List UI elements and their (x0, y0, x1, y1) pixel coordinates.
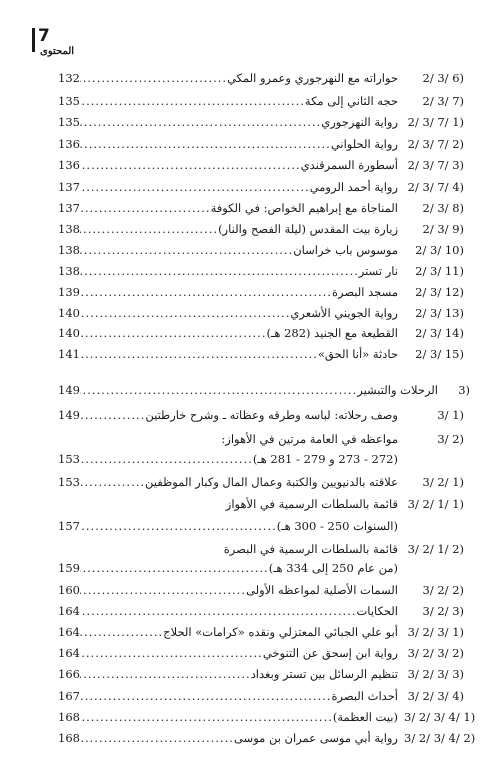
leader-dots (80, 177, 310, 197)
leader-dots (80, 728, 234, 748)
toc-entry-title: نار تستر (358, 264, 398, 278)
toc-page-number: 136 (58, 158, 80, 172)
toc-section-number: 2/ 3/ 13) (415, 306, 464, 320)
toc-entry-line (58, 240, 398, 260)
toc-section-number: 3/ 2/ 3/ 2) (407, 646, 464, 660)
toc-entry-title: وصف رحلاته: لباسه وطرقه وعظاته ـ وشرح خارطتين (145, 408, 398, 422)
toc-entry-title: حجه الثاني إلى مكة (304, 94, 398, 108)
toc-section-number: 2/ 3/ 9) (422, 222, 464, 236)
toc-section-number: 2/ 3/ 7/ 4) (407, 180, 464, 194)
leader-dots (80, 405, 145, 425)
toc-section-number: 3) (458, 383, 470, 397)
leader-dots (80, 68, 227, 88)
toc-page-number: 136 (58, 137, 80, 151)
toc-entry-title: رواية أبي موسى عمران بن موسى (233, 731, 398, 745)
toc-page-number: 149 (58, 383, 80, 397)
leader-dots (80, 155, 301, 175)
toc-entry-title: رواية الجويني الأشعري (290, 306, 398, 320)
toc-section-number: 2/ 3/ 7) (422, 94, 464, 108)
leader-dots (80, 91, 305, 111)
toc-entry-line (58, 539, 398, 559)
toc-entry-line (58, 198, 398, 218)
toc-page-number: 135 (58, 115, 80, 129)
toc-section-number: 3/ 2/ 2) (422, 583, 464, 597)
toc-page-number: 141 (58, 347, 80, 361)
toc-section-number: 2/ 3/ 7/ 3) (407, 158, 464, 172)
toc-entry-title: تنظيم الرسائل بين تستر وبغداد (250, 667, 398, 681)
leader-dots (80, 601, 357, 621)
toc-section-number: 3/ 2/ 1) (422, 475, 464, 489)
leader-dots (80, 580, 246, 600)
toc-row[interactable] (58, 323, 464, 343)
toc-entry-line (58, 601, 398, 621)
toc-entry-line (58, 68, 398, 88)
leader-dots (80, 261, 359, 281)
toc-section-number: 3/ 2) (437, 432, 464, 446)
toc-row[interactable] (58, 494, 464, 514)
toc-row[interactable] (58, 68, 464, 88)
toc-entry-title: (272 - 273 و 279 - 281 هـ) (252, 452, 398, 466)
toc-row[interactable] (58, 429, 464, 449)
toc-entry-line (58, 344, 398, 364)
leader-dots (80, 449, 253, 469)
leader-dots (80, 112, 321, 132)
toc-row[interactable] (58, 91, 464, 111)
leader-dots (80, 303, 290, 323)
toc-entry-line (58, 622, 398, 642)
toc-row[interactable] (58, 686, 464, 706)
toc-row[interactable] (58, 558, 464, 578)
toc-entry-title: علاقته بالدنيويين والكتبة وعمال المال وكبار الموظفين (145, 475, 398, 489)
toc-entry-title: المناجاة مع إبراهيم الخواص: في الكوفة (210, 201, 398, 215)
toc-section-number: 3/ 2/ 3) (422, 604, 464, 618)
leader-dots (80, 558, 269, 578)
toc-page-number: 168 (58, 731, 80, 745)
toc-row[interactable] (58, 112, 464, 132)
toc-entry-title: (من عام 250 إلى 334 هـ) (268, 561, 398, 575)
toc-entry-title: القطيعة مع الجنيد (282 هـ) (266, 326, 398, 340)
toc-entry-line (58, 580, 398, 600)
toc-page-number: 137 (58, 180, 80, 194)
toc-row[interactable] (58, 622, 464, 642)
toc-row[interactable] (58, 240, 464, 260)
toc-row[interactable] (58, 134, 464, 154)
leader-dots (80, 472, 145, 492)
toc-page-number: 157 (58, 519, 80, 533)
toc-entry-line (58, 429, 398, 449)
toc-row[interactable] (58, 380, 470, 400)
toc-row[interactable] (58, 177, 464, 197)
toc-entry-title: الحكايات (356, 604, 398, 618)
toc-entry-title: رواية ابن إسحق عن التنوخي (262, 646, 398, 660)
toc-entry-line (58, 219, 398, 239)
toc-section-number: 2/ 3/ 7/ 1) (407, 115, 464, 129)
toc-entry-line (58, 405, 398, 425)
toc-entry-line (58, 494, 398, 514)
toc-entry-title: أحداث البصرة (331, 689, 398, 703)
header-rule (32, 28, 35, 52)
toc-section-number: 3/ 2/ 3/ 4) (407, 689, 464, 703)
toc-page-number: 140 (58, 326, 80, 340)
toc-entry-title: رواية أحمد الرومي (309, 180, 398, 194)
leader-dots (80, 219, 218, 239)
toc-row[interactable] (58, 539, 464, 559)
toc-entry-line (58, 134, 398, 154)
toc-row[interactable] (58, 282, 464, 302)
toc-entry-title: أبو علي الجبائي المعتزلي ونقده «كرامات» الحلاج (163, 625, 398, 639)
leader-dots (80, 622, 163, 642)
toc-section-number: 2/ 3/ 11) (415, 264, 464, 278)
toc-entry-title: رواية النهرجوري (321, 115, 398, 129)
toc-page-number: 135 (58, 94, 80, 108)
toc-page-number: 168 (58, 710, 80, 724)
toc-entry-title: حواراته مع النهرجوري وعمرو المكي (227, 71, 398, 85)
section-label: المحتوى (40, 46, 75, 57)
toc-row[interactable] (58, 472, 464, 492)
page-number: 7 (38, 26, 50, 46)
toc-entry-line (58, 707, 398, 727)
toc-row[interactable] (58, 580, 464, 600)
toc-entry-title: مسجد البصرة (331, 285, 398, 299)
leader-dots (80, 664, 251, 684)
toc-row[interactable] (58, 198, 464, 218)
leader-dots (80, 516, 277, 536)
toc-entry-line (58, 91, 398, 111)
toc-row[interactable] (58, 601, 464, 621)
toc-section-number: 3/ 2/ 1/ 1) (407, 497, 464, 511)
toc-entry-line (58, 323, 398, 343)
toc-row[interactable] (58, 303, 464, 323)
leader-dots (80, 323, 267, 343)
toc-row[interactable] (58, 516, 464, 536)
toc-row[interactable] (58, 261, 464, 281)
toc-section-number: 3/ 2/ 3/ 3) (407, 667, 464, 681)
toc-entry-line (58, 643, 398, 663)
toc-section-number: 3/ 2/ 3/ 4/ 2) (404, 731, 476, 745)
toc-entry-title: حادثة «أنا الحق» (317, 347, 398, 361)
toc-section-number: 3/ 2/ 3/ 4/ 1) (404, 710, 476, 724)
toc-entry-line (58, 112, 398, 132)
toc-row[interactable] (58, 707, 476, 727)
toc-page-number: 138 (58, 243, 80, 257)
toc-row[interactable] (58, 344, 464, 364)
toc-entry-line (58, 261, 398, 281)
leader-dots (80, 344, 318, 364)
leader-dots (80, 707, 333, 727)
toc-entry-line (58, 558, 398, 578)
toc-page-number: 138 (58, 222, 80, 236)
toc-entry-line (58, 380, 438, 400)
toc-entry-title: زيارة بيت المقدس (ليلة الفصح والنار) (218, 222, 398, 236)
toc-section-number: 2/ 3/ 6) (422, 71, 464, 85)
toc-page-number: 164 (58, 646, 80, 660)
toc-section-number: 2/ 3/ 7/ 2) (407, 137, 464, 151)
toc-entry-title: (السنوات 250 - 300 هـ) (276, 519, 398, 533)
toc-entry-title: قائمة بالسلطات الرسمية في البصرة (223, 542, 398, 556)
toc-row[interactable] (58, 643, 464, 663)
toc-page-number: 167 (58, 689, 80, 703)
toc-section-number: 2/ 3/ 12) (415, 285, 464, 299)
toc-entry-line (58, 303, 398, 323)
toc-entry-title: أسطورة السمرقندي (300, 158, 398, 172)
toc-entry-title: (بيت العظمة) (332, 710, 398, 724)
toc-entry-title: الرحلات والتبشير (357, 383, 438, 397)
toc-entry-line (58, 472, 398, 492)
toc-page-number: 159 (58, 561, 80, 575)
toc-page-number: 149 (58, 408, 80, 422)
toc-entry-line (58, 177, 398, 197)
toc-section-number: 2/ 3/ 14) (415, 326, 464, 340)
leader-dots (80, 686, 332, 706)
toc-page-number: 160 (58, 583, 80, 597)
toc-entry-line (58, 516, 398, 536)
toc-section-number: 2/ 3/ 8) (422, 201, 464, 215)
toc-row[interactable] (58, 155, 464, 175)
toc-row[interactable] (58, 728, 476, 748)
toc-section-number: 3/ 2/ 3/ 1) (407, 625, 464, 639)
toc-page-number: 132 (58, 71, 80, 85)
toc-page-number: 153 (58, 475, 80, 489)
toc-page-number: 153 (58, 452, 80, 466)
toc-entry-line (58, 686, 398, 706)
toc-row[interactable] (58, 664, 464, 684)
toc-section-number: 2/ 3/ 15) (415, 347, 464, 361)
toc-entry-title: رواية الحلواني (330, 137, 398, 151)
toc-page-number: 137 (58, 201, 80, 215)
toc-row[interactable] (58, 405, 464, 425)
toc-row[interactable] (58, 449, 464, 469)
toc-page-number: 140 (58, 306, 80, 320)
toc-page-number: 138 (58, 264, 80, 278)
toc-section-number: 2/ 3/ 10) (415, 243, 464, 257)
toc-page-number: 166 (58, 667, 80, 681)
toc-entry-line (58, 728, 398, 748)
leader-dots (80, 282, 332, 302)
toc-page-number: 139 (58, 285, 80, 299)
toc-page-number: 164 (58, 604, 80, 618)
leader-dots (80, 198, 211, 218)
toc-section-number: 3/ 2/ 1/ 2) (407, 542, 464, 556)
leader-dots (80, 643, 263, 663)
toc-entry-title: السمات الأصلية لمواعظه الأولى (245, 583, 398, 597)
toc-row[interactable] (58, 219, 464, 239)
toc-entry-line (58, 449, 398, 469)
toc-entry-line (58, 664, 398, 684)
leader-dots (80, 240, 293, 260)
toc-entry-title: قائمة بالسلطات الرسمية في الأهواز (225, 497, 398, 511)
toc-entry-line (58, 282, 398, 302)
toc-entry-title: موسوس باب خراسان (293, 243, 398, 257)
toc-entry-line (58, 155, 398, 175)
leader-dots (80, 134, 331, 154)
toc-section-number: 3/ 1) (437, 408, 464, 422)
leader-dots (80, 380, 357, 400)
toc-entry-title: مواعظه في العامة مرتين في الأهواز: (221, 432, 398, 446)
toc-page-number: 164 (58, 625, 80, 639)
